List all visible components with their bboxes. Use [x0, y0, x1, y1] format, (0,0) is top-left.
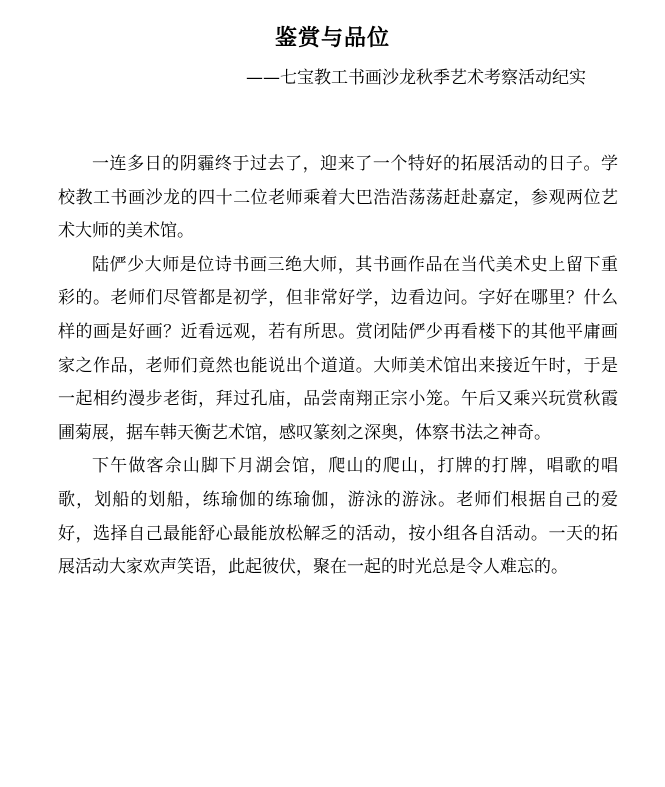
- document-title: 鉴赏与品位: [274, 26, 390, 51]
- paragraph-2: 陆俨少大师是位诗书画三绝大师，其书画作品在当代美术史上留下重彩的。老师们尽管都是初学，但非常好学，边看边问。字好在哪里？什么样的画是好画？近看远观，若有所思。赏闭陆俨少再看楼下的其他平庸画家之作品，老师们竟然也能说出个道道。大师美术馆出来接近午时，于是一起相约漫步老街，拜过孔庙，品尝南翔正宗小笼。午后又乘兴玩赏秋霞圃菊展，据车韩天衡艺术馆，感叹篆刻之深奥，体察书法之神奇。: [58, 254, 618, 443]
- document-body: [58, 148, 618, 585]
- document-subtitle: ——七宝教工书画沙龙秋季艺术考察活动纪实: [246, 68, 586, 88]
- paragraph-1: 一连多日的阴霾终于过去了，迎来了一个特好的拓展活动的日子。学校教工书画沙龙的四十二位老师乘着大巴浩浩荡荡赶赴嘉定，参观两位艺术大师的美术馆。: [58, 154, 618, 242]
- paragraph-3: 下午做客佘山脚下月湖会馆，爬山的爬山，打牌的打牌，唱歌的唱歌，划船的划船，练瑜伽的练瑜伽，游泳的游泳。老师们根据自己的爱好，选择自己最能舒心最能放松解乏的活动，按小组各自活动。一天的拓展活动大家欢声笑语，此起彼伏，聚在一起的时光总是令人难忘的。: [58, 456, 618, 578]
